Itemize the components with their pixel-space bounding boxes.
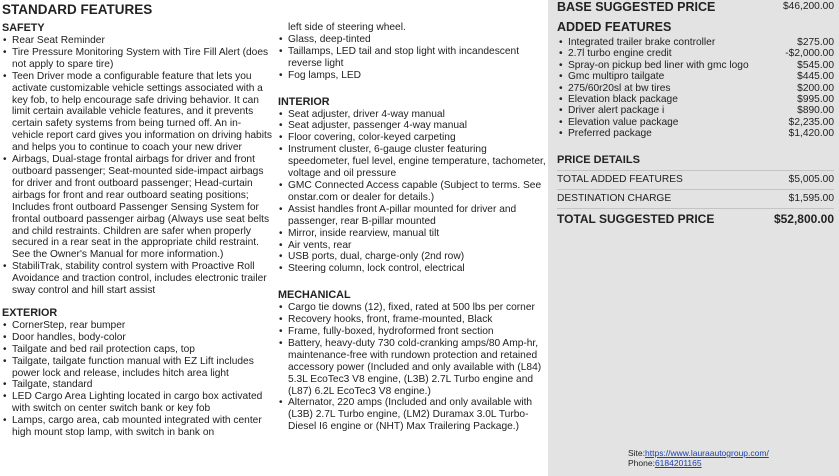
list-item: • Instrument cluster, 6-gauge cluster featuring speedometer, fuel level, engine temperature, tachometer, voltage and oil pressure [278, 144, 546, 180]
added-feature-name: • Elevation value package [568, 116, 679, 128]
section-title-exterior: EXTERIOR [2, 306, 58, 319]
section-title-mechanical: MECHANICAL [278, 289, 351, 302]
list-item: • Tailgate and bed rail protection caps, top [2, 344, 272, 356]
added-feature-row [557, 71, 834, 82]
dealer-footer [628, 448, 769, 468]
added-feature-name: • Gmc multipro tailgate [568, 71, 665, 83]
list-item: • Floor covering, color-keyed carpeting [278, 132, 546, 144]
phone-label: Phone: [628, 458, 655, 468]
total-added-row [557, 171, 834, 190]
added-feature-name: • Spray-on pickup bed liner with gmc logo [568, 59, 749, 71]
phone-link[interactable]: 6184201165 [654, 458, 702, 468]
list-item: • Recovery hooks, front, frame-mounted, Black [278, 314, 546, 326]
list-item: • USB ports, dual, charge-only (2nd row) [278, 251, 546, 263]
site-label: Site: [628, 448, 646, 458]
page-title: STANDARD FEATURES [2, 2, 153, 17]
base-price-value: $46,200.00 [783, 1, 834, 12]
list-item: • Taillamps, LED tail and stop light with incandescent reverse light [278, 46, 546, 70]
features-column-middle [278, 0, 546, 433]
site-link[interactable]: https://www.lauraautogroup.com/ [645, 448, 769, 458]
total-added-value: $5,005.00 [788, 174, 834, 185]
list-item: • Tire Pressure Monitoring System with Tire Fill Alert (does not apply to spare tire) [2, 47, 272, 71]
added-feature-price: $445.00 [797, 71, 834, 83]
list-item: • Battery, heavy-duty 730 cold-cranking amps/80 Amp-hr, maintenance-free with rundown protection and retained accessory power (Included and only available with (L84) 5.3L EcoTec3 V8 engine, (L3B) 2.7L Turbo engine and (L87) 6.2L EcoTec3 V8 engine.) [278, 338, 546, 398]
added-feature-price: $275.00 [797, 37, 834, 48]
base-price-label: BASE SUGGESTED PRICE [557, 0, 716, 14]
list-item: • Air vents, rear [278, 240, 546, 252]
list-item: • Tailgate, standard [2, 379, 272, 391]
added-feature-price: $200.00 [797, 82, 834, 94]
added-feature-price: $1,420.00 [788, 128, 834, 140]
added-features-list [557, 37, 834, 140]
exterior-list [2, 320, 272, 439]
destination-label: DESTINATION CHARGE [557, 193, 672, 204]
added-feature-name: • Integrated trailer brake controller [568, 37, 716, 48]
added-feature-price: -$2,000.00 [785, 48, 834, 60]
list-item: • GMC Connected Access capable (Subject to terms. See onstar.com or dealer for details.) [278, 180, 546, 204]
added-feature-name: • Driver alert package i [568, 105, 665, 117]
added-feature-name: • 2.7l turbo engine credit [568, 48, 672, 60]
list-item: • Door handles, body-color [2, 332, 272, 344]
added-feature-row [557, 48, 834, 59]
added-feature-row [557, 94, 834, 105]
added-feature-row [557, 117, 834, 128]
added-feature-name: • Preferred package [568, 128, 652, 140]
base-price-row [557, 0, 834, 14]
list-item: • Alternator, 220 amps (Included and only available with (L3B) 2.7L Turbo engine, (LM2) Duramax 3.0L Turbo-Diesel I6 engine or (NHT) Max Trailering Package.) [278, 397, 546, 433]
destination-row [557, 190, 834, 209]
list-item: • Airbags, Dual-stage frontal airbags for driver and front outboard passenger; Seat-mounted side-impact airbags for driver and front outboard passenger; Head-curtain airbags for front and rear outboard seating positions; Includes front outboard Passenger Sensing System for frontal outboard passenger airbag (Always use seat belts and child restraints. Children are safer when properly secured in a rear seat in the appropriate child restraint. See the Owner's Manual for more information.) [2, 154, 272, 261]
added-features [557, 20, 834, 140]
total-price-row [557, 209, 834, 228]
added-feature-row [557, 60, 834, 71]
total-price-label: TOTAL SUGGESTED PRICE [557, 212, 715, 226]
added-feature-row [557, 128, 834, 139]
features-column-left [2, 0, 272, 439]
added-feature-row [557, 105, 834, 116]
exterior-list-continued [278, 34, 546, 82]
section-title-safety: SAFETY [2, 22, 45, 34]
list-item: • Lamps, cargo area, cab mounted integrated with center high mount stop lamp, with switch in bank on [2, 415, 272, 439]
list-item: • StabiliTrak, stability control system with Proactive Roll Avoidance and traction control, includes electronic trailer sway control and hill start assist [2, 261, 272, 297]
added-features-title: ADDED FEATURES [557, 20, 672, 34]
list-item: • Mirror, inside rearview, manual tilt [278, 228, 546, 240]
price-details-title: PRICE DETAILS [557, 154, 834, 171]
list-item: • Fog lamps, LED [278, 70, 546, 82]
total-added-label: TOTAL ADDED FEATURES [557, 174, 683, 185]
added-feature-price: $2,235.00 [788, 116, 834, 128]
added-feature-row [557, 83, 834, 94]
list-item: • LED Cargo Area Lighting located in cargo box activated with switch on center switch bank or key fob [2, 391, 272, 415]
price-details [557, 154, 834, 228]
list-item: • Glass, deep-tinted [278, 34, 546, 46]
list-item: • Assist handles front A-pillar mounted for driver and passenger, rear B-pillar mounted [278, 204, 546, 228]
list-item: • Seat adjuster, driver 4-way manual [278, 109, 546, 121]
added-feature-row [557, 37, 834, 48]
safety-list [2, 35, 272, 297]
destination-value: $1,595.00 [788, 193, 834, 204]
list-item: • Rear Seat Reminder [2, 35, 272, 47]
added-feature-name: • 275/60r20sl at bw tires [568, 82, 671, 94]
list-item: • Tailgate, tailgate function manual with EZ Lift includes power lock and release, includes hitch area light [2, 356, 272, 380]
added-feature-price: $890.00 [797, 105, 834, 117]
list-item: • Teen Driver mode a configurable feature that lets you activate customizable vehicle settings associated with a key fob, to help encourage safe driving behavior. It can limit certain available vehicle features, and it prevents certain safety systems from being turned off. An in-vehicle report card gives you information on driving habits and helps you to continue to coach your new driver [2, 71, 272, 154]
list-item: • Seat adjuster, passenger 4-way manual [278, 120, 546, 132]
interior-list [278, 109, 546, 276]
site-line [628, 448, 769, 458]
list-item: • CornerStep, rear bumper [2, 320, 272, 332]
total-price-value: $52,800.00 [773, 212, 834, 226]
list-item: • Frame, fully-boxed, hydroformed front section [278, 326, 546, 338]
added-feature-price: $995.00 [797, 94, 834, 106]
list-item: • Steering column, lock control, electrical [278, 263, 546, 275]
added-feature-name: • Elevation black package [568, 94, 678, 106]
list-item-continuation: left side of steering wheel. [288, 22, 406, 33]
list-item: • Cargo tie downs (12), fixed, rated at 500 lbs per corner [278, 302, 546, 314]
phone-line [628, 458, 769, 468]
added-feature-price: $545.00 [797, 59, 834, 71]
section-title-interior: INTERIOR [278, 95, 330, 108]
mechanical-list [278, 302, 546, 433]
